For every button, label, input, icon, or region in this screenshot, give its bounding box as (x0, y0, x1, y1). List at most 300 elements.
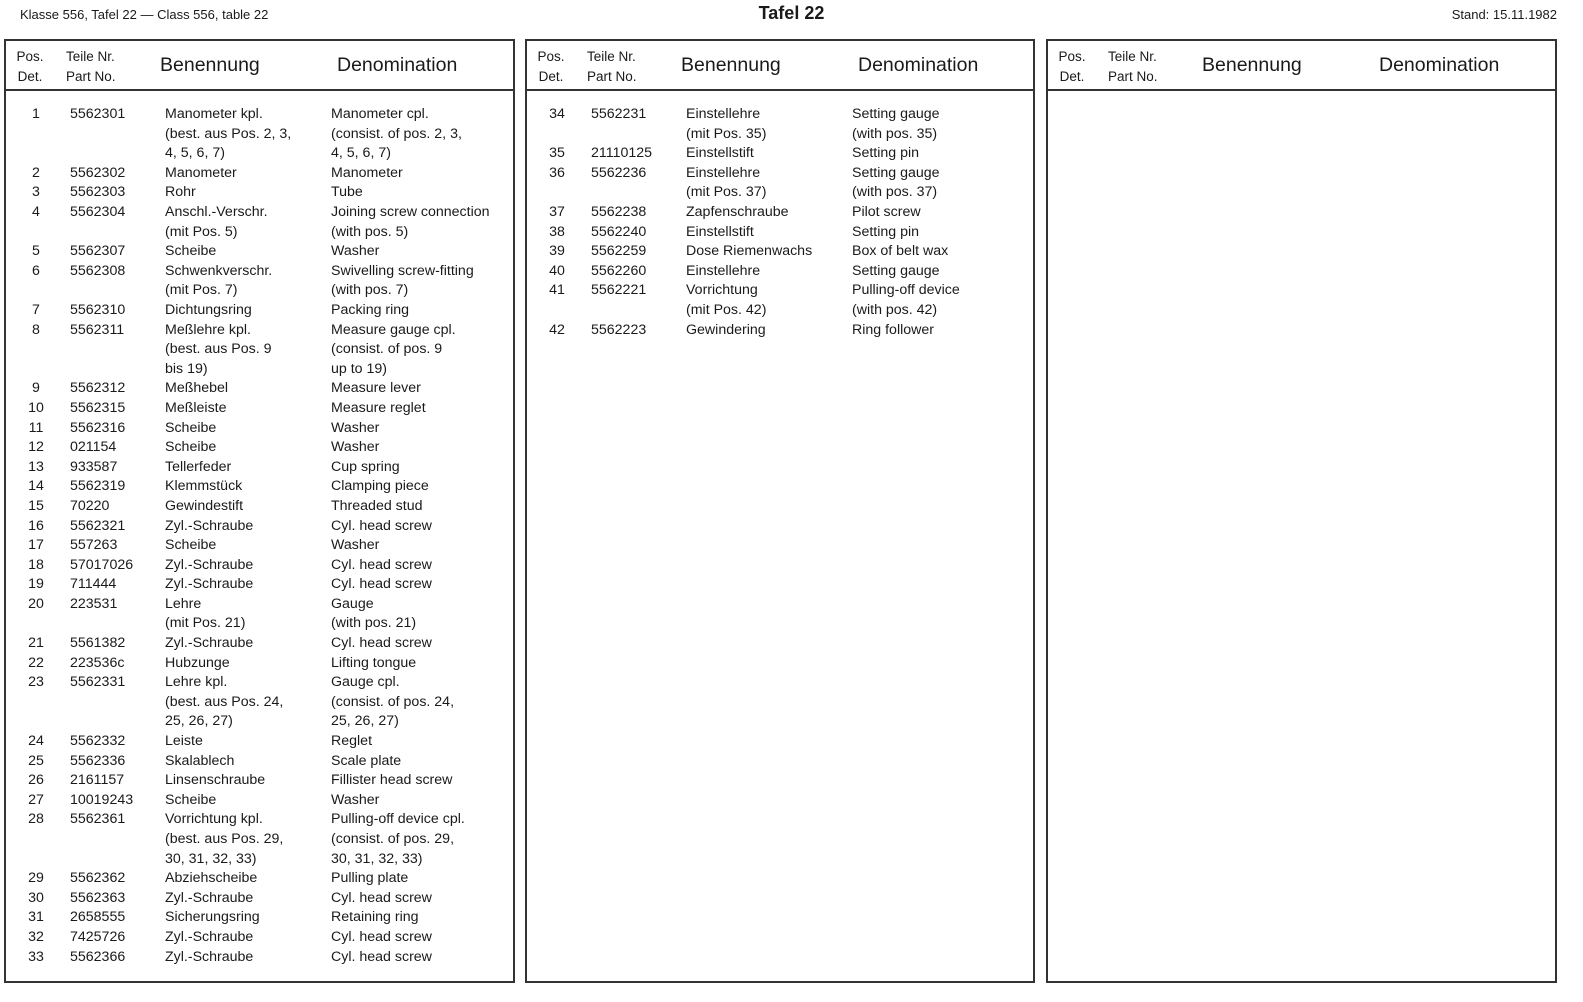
denomination-cell (331, 810, 465, 869)
column-header-pos: Pos. Det. (16, 49, 44, 84)
part-number-cell: 5562301 (70, 106, 126, 122)
table-row (6, 771, 513, 791)
table-header (6, 41, 513, 91)
table-row (6, 634, 513, 654)
table-row (6, 438, 513, 458)
benennung-line: Abziehscheibe (165, 870, 258, 887)
table-row (6, 575, 513, 595)
part-number-cell: 933587 (70, 458, 118, 475)
benennung-line: Meßhebel (165, 380, 229, 397)
denomination-line: Threaded stud (331, 497, 423, 514)
benennung-cell (165, 458, 231, 478)
denomination-cell (331, 497, 423, 517)
denomination-cell (331, 869, 408, 889)
benennung-cell (686, 321, 766, 341)
denomination-line: Box of belt wax (852, 243, 949, 260)
benennung-line: (mit Pos. 5) (165, 223, 238, 240)
benennung-line: Gewindering (686, 321, 766, 338)
denomination-line: Washer (331, 537, 380, 554)
denomination-cell (331, 164, 403, 184)
benennung-cell (165, 536, 216, 556)
table-row (527, 223, 1033, 243)
benennung-cell (165, 673, 283, 732)
denomination-cell (331, 477, 429, 497)
denomination-line: Packing ring (331, 301, 410, 318)
benennung-line: Einstellehre (686, 106, 761, 122)
benennung-line: Scheibe (165, 243, 217, 260)
table-row (6, 497, 513, 517)
part-number-cell: 5561382 (70, 635, 126, 652)
part-number-cell: 10019243 (70, 791, 134, 808)
part-number-cell: 7425726 (70, 929, 126, 945)
table-body (6, 105, 513, 967)
denomination-cell (331, 105, 462, 164)
benennung-cell (165, 321, 271, 380)
column-header-part-no: Teile Nr. Part No. (1108, 49, 1158, 84)
benennung-line: (best. aus Pos. 9 (165, 341, 272, 358)
benennung-cell (165, 477, 242, 497)
benennung-cell (165, 262, 272, 301)
document-header-left: Klasse 556, Tafel 22 — Class 556, table 22 (20, 7, 269, 22)
denomination-line: Setting gauge (852, 262, 940, 279)
benennung-line: Tellerfeder (165, 458, 232, 475)
pos-cell: 2 (32, 164, 40, 181)
table-row (6, 321, 513, 380)
part-number-cell: 5562259 (591, 243, 647, 260)
part-number-cell: 5562363 (70, 889, 126, 906)
benennung-cell (686, 223, 754, 243)
table-row (6, 869, 513, 889)
table-header (527, 41, 1033, 91)
part-number-cell: 5562260 (591, 262, 647, 279)
denomination-cell (331, 889, 432, 909)
denomination-cell (331, 673, 454, 732)
part-number-cell: 2658555 (70, 909, 126, 926)
denomination-cell (331, 262, 474, 301)
benennung-line: Gewindestift (165, 497, 244, 514)
denomination-cell (852, 144, 919, 164)
benennung-line: Sicherungsring (165, 909, 260, 926)
denomination-cell (331, 399, 426, 419)
pos-cell: 10 (28, 399, 44, 416)
pos-cell: 26 (28, 772, 44, 789)
part-number-cell: 5562221 (591, 282, 647, 299)
pos-cell: 11 (28, 419, 44, 436)
denomination-line: 25, 26, 27) (331, 713, 399, 730)
benennung-line: Vorrichtung (686, 282, 758, 299)
denomination-line: Setting gauge (852, 106, 940, 122)
denomination-cell (852, 281, 960, 320)
denomination-line: Measure gauge cpl. (331, 321, 456, 338)
denomination-cell (331, 203, 490, 242)
benennung-cell (165, 419, 216, 439)
benennung-cell (165, 164, 237, 184)
pos-cell: 13 (28, 458, 44, 475)
part-number-cell: 5562311 (70, 321, 125, 338)
denomination-cell (331, 301, 409, 321)
pos-cell: 38 (549, 223, 565, 240)
pos-cell: 27 (28, 791, 44, 808)
denomination-cell (331, 458, 400, 478)
denomination-cell (852, 105, 940, 144)
table-row (6, 928, 513, 948)
benennung-cell (165, 928, 253, 948)
part-number-cell: 2161157 (70, 772, 125, 789)
pos-cell: 4 (32, 203, 40, 220)
table-row (6, 379, 513, 399)
benennung-cell (165, 105, 291, 164)
part-number-cell: 5562238 (591, 203, 647, 220)
denomination-cell (331, 595, 416, 634)
pos-cell: 37 (549, 203, 565, 220)
denomination-line: Cup spring (331, 458, 400, 475)
table-row (6, 183, 513, 203)
table-row (6, 536, 513, 556)
benennung-line: Rohr (165, 184, 196, 201)
table-row (6, 105, 513, 164)
benennung-line: Scheibe (165, 419, 217, 436)
table-row (527, 242, 1033, 262)
denomination-line: up to 19) (331, 360, 388, 377)
benennung-cell (165, 948, 253, 968)
denomination-cell (852, 223, 919, 243)
column-header-denomination: Denomination (1379, 54, 1500, 76)
column-header-pos: Pos. Det. (1058, 49, 1086, 84)
denomination-line: Ring follower (852, 321, 935, 338)
benennung-line: Manometer (165, 164, 237, 181)
pos-cell: 18 (28, 556, 44, 573)
denomination-cell (331, 379, 421, 399)
denomination-cell (331, 438, 379, 458)
denomination-cell (331, 948, 432, 968)
pos-cell: 39 (549, 243, 565, 260)
benennung-cell (165, 242, 216, 262)
part-number-cell: 5562240 (591, 223, 647, 240)
denomination-line: Setting pin (852, 145, 920, 162)
part-number-cell: 5562321 (70, 517, 126, 534)
benennung-line: Leiste (165, 733, 203, 750)
benennung-cell (165, 869, 257, 889)
parts-table-panel-2 (525, 39, 1035, 983)
denomination-line: (with pos. 42) (852, 301, 938, 318)
benennung-cell (165, 771, 265, 791)
part-number-cell: 5562303 (70, 184, 126, 201)
part-number-cell: 223531 (70, 595, 118, 612)
pos-cell: 1 (32, 106, 40, 122)
benennung-cell (165, 203, 268, 242)
benennung-cell (165, 908, 260, 928)
benennung-line: Einstellstift (686, 145, 754, 162)
column-header-part-no: Teile Nr. Part No. (587, 49, 637, 84)
denomination-line: Cyl. head screw (331, 948, 432, 965)
denomination-line: Pulling-off device cpl. (331, 811, 465, 828)
benennung-line: Zyl.-Schraube (165, 517, 254, 534)
table-row (6, 889, 513, 909)
pos-cell: 9 (32, 380, 40, 397)
table-row (6, 517, 513, 537)
pos-cell: 12 (28, 439, 44, 456)
table-row (6, 654, 513, 674)
denomination-cell (852, 321, 934, 341)
benennung-line: Zyl.-Schraube (165, 576, 254, 593)
denomination-cell (331, 791, 379, 811)
part-number-cell: 5562236 (591, 164, 647, 181)
table-row (6, 595, 513, 634)
pos-cell: 21 (28, 635, 44, 652)
part-number-cell: 70220 (70, 497, 110, 514)
denomination-line: (consist. of pos. 2, 3, (331, 125, 462, 142)
pos-cell: 34 (549, 106, 565, 122)
benennung-line: Lehre kpl. (165, 674, 228, 691)
part-number-cell: 5562307 (70, 243, 126, 260)
benennung-cell (165, 752, 234, 772)
table-row (527, 203, 1033, 223)
column-header-denomination: Denomination (858, 54, 979, 76)
denomination-cell (331, 242, 379, 262)
benennung-line: Hubzunge (165, 654, 230, 671)
denomination-cell (331, 752, 401, 772)
table-row (6, 948, 513, 968)
page-title: Tafel 22 (758, 3, 825, 23)
table-row (6, 477, 513, 497)
denomination-cell (331, 928, 432, 948)
benennung-line: (mit Pos. 21) (165, 615, 246, 632)
benennung-line: Manometer kpl. (165, 106, 263, 122)
pos-cell: 25 (28, 752, 44, 769)
benennung-line: Schwenkverschr. (165, 262, 273, 279)
table-row (527, 321, 1033, 341)
pos-cell: 6 (32, 262, 40, 279)
pos-cell: 3 (32, 184, 40, 201)
benennung-line: Vorrichtung kpl. (165, 811, 263, 828)
denomination-line: Scale plate (331, 752, 402, 769)
table-row (527, 144, 1033, 164)
benennung-line: Zapfenschraube (686, 203, 789, 220)
denomination-line: Swivelling screw-fitting (331, 262, 474, 279)
benennung-line: (mit Pos. 35) (686, 125, 767, 142)
table-header (1048, 41, 1555, 91)
denomination-line: Washer (331, 791, 380, 808)
part-number-cell: 557263 (70, 537, 118, 554)
part-number-cell: 5562312 (70, 380, 126, 397)
part-number-cell: 5562308 (70, 262, 126, 279)
denomination-cell (331, 771, 452, 791)
denomination-line: Cyl. head screw (331, 635, 432, 652)
pos-cell: 30 (28, 889, 44, 906)
pos-cell: 28 (28, 811, 44, 828)
benennung-line: (best. aus Pos. 29, (165, 831, 284, 848)
part-number-cell: 223536c (70, 654, 125, 671)
benennung-line: Zyl.-Schraube (165, 948, 254, 965)
pos-cell: 5 (32, 243, 40, 260)
denomination-line: Washer (331, 419, 380, 436)
benennung-line: Zyl.-Schraube (165, 929, 254, 945)
pos-cell: 17 (28, 537, 44, 554)
column-header-benennung: Benennung (1202, 54, 1302, 76)
denomination-cell (331, 419, 379, 439)
benennung-line: Einstellstift (686, 223, 754, 240)
part-number-cell: 5562310 (70, 301, 126, 318)
denomination-cell (331, 517, 432, 537)
parts-table-panel-3 (1046, 39, 1557, 983)
benennung-line: (best. aus Pos. 24, (165, 693, 284, 710)
benennung-line: Scheibe (165, 537, 217, 554)
denomination-line: Cyl. head screw (331, 517, 432, 534)
denomination-cell (331, 634, 432, 654)
part-number-cell: 5562366 (70, 948, 126, 965)
denomination-line: Pulling-off device (852, 282, 960, 299)
denomination-line: Gauge (331, 595, 374, 612)
denomination-cell (852, 203, 921, 223)
denomination-line: Reglet (331, 733, 373, 750)
table-row (527, 105, 1033, 144)
denomination-line: (with pos. 5) (331, 223, 409, 240)
column-header-pos: Pos. Det. (537, 49, 565, 84)
benennung-line: Zyl.-Schraube (165, 635, 254, 652)
part-number-cell: 5562362 (70, 870, 126, 887)
denomination-line: Retaining ring (331, 909, 419, 926)
benennung-cell (165, 399, 227, 419)
denomination-line: 4, 5, 6, 7) (331, 145, 391, 162)
part-number-cell: 5562332 (70, 733, 126, 750)
benennung-line: Dose Riemenwachs (686, 243, 813, 260)
denomination-cell (331, 654, 416, 674)
denomination-line: Clamping piece (331, 478, 429, 495)
denomination-line: (with pos. 7) (331, 282, 409, 299)
benennung-line: Klemmstück (165, 478, 243, 495)
benennung-cell (165, 791, 216, 811)
benennung-cell (165, 810, 283, 869)
denomination-cell (331, 732, 372, 752)
pos-cell: 33 (28, 948, 44, 965)
table-row (6, 164, 513, 184)
part-number-cell: 021154 (70, 439, 117, 456)
pos-cell: 15 (28, 497, 44, 514)
part-number-cell: 5562331 (70, 674, 126, 691)
pos-cell: 20 (28, 595, 44, 612)
table-body (527, 105, 1033, 340)
benennung-line: bis 19) (165, 360, 208, 377)
benennung-cell (165, 595, 245, 634)
denomination-line: Cyl. head screw (331, 889, 432, 906)
part-number-cell: 5562336 (70, 752, 126, 769)
part-number-cell: 711444 (70, 576, 117, 593)
pos-cell: 40 (549, 262, 565, 279)
denomination-cell (331, 575, 432, 595)
part-number-cell: 5562319 (70, 478, 126, 495)
document-date: Stand: 15.11.1982 (1451, 7, 1557, 22)
denomination-line: Tube (331, 184, 363, 201)
benennung-cell (165, 379, 228, 399)
table-row (6, 908, 513, 928)
part-number-cell: 5562223 (591, 321, 647, 338)
benennung-cell (165, 732, 203, 752)
denomination-cell (331, 183, 363, 203)
benennung-line: Einstellehre (686, 262, 761, 279)
pos-cell: 23 (28, 674, 44, 691)
table-row (6, 732, 513, 752)
pos-cell: 7 (32, 301, 40, 318)
part-number-cell: 5562361 (70, 811, 126, 828)
denomination-line: (consist. of pos. 9 (331, 341, 443, 358)
denomination-line: (consist. of pos. 29, (331, 831, 455, 848)
benennung-cell (165, 634, 253, 654)
benennung-line: Meßlehre kpl. (165, 321, 251, 338)
denomination-line: Measure lever (331, 380, 421, 397)
benennung-line: Scheibe (165, 439, 217, 456)
denomination-cell (331, 321, 456, 380)
denomination-line: Measure reglet (331, 399, 426, 416)
table-row (6, 203, 513, 242)
pos-cell: 32 (28, 929, 44, 945)
denomination-cell (852, 242, 948, 262)
part-number-cell: 5562304 (70, 203, 126, 220)
benennung-cell (686, 203, 789, 223)
benennung-cell (165, 183, 196, 203)
benennung-cell (686, 164, 766, 203)
benennung-line: Scheibe (165, 791, 217, 808)
benennung-cell (165, 556, 253, 576)
table-row (6, 458, 513, 478)
pos-cell: 14 (28, 478, 44, 495)
benennung-cell (165, 575, 253, 595)
denomination-line: (consist. of pos. 24, (331, 693, 455, 710)
column-header-benennung: Benennung (681, 54, 781, 76)
benennung-cell (686, 281, 766, 320)
table-row (6, 301, 513, 321)
table-row (6, 810, 513, 869)
denomination-line: Cyl. head screw (331, 556, 432, 573)
part-number-cell: 5562231 (591, 106, 647, 122)
parts-table-panel-1 (4, 39, 515, 983)
denomination-line: Lifting tongue (331, 654, 417, 671)
table-row (6, 262, 513, 301)
benennung-cell (165, 301, 252, 321)
table-row (6, 752, 513, 772)
denomination-line: Washer (331, 439, 380, 456)
benennung-line: Anschl.-Verschr. (165, 203, 268, 220)
table-row (6, 673, 513, 732)
benennung-line: Einstellehre (686, 164, 761, 181)
benennung-line: 4, 5, 6, 7) (165, 145, 225, 162)
denomination-line: (with pos. 35) (852, 125, 938, 142)
benennung-line: Linsenschraube (165, 772, 266, 789)
pos-cell: 24 (28, 733, 44, 750)
benennung-cell (165, 438, 216, 458)
pos-cell: 8 (32, 321, 40, 338)
table-row (6, 242, 513, 262)
denomination-line: Washer (331, 243, 380, 260)
denomination-cell (331, 536, 379, 556)
benennung-line: Meßleiste (165, 399, 227, 416)
benennung-cell (165, 497, 243, 517)
benennung-line: Skalablech (165, 752, 235, 769)
denomination-line: Pilot screw (852, 203, 921, 220)
table-row (6, 399, 513, 419)
benennung-line: Zyl.-Schraube (165, 889, 254, 906)
pos-cell: 22 (28, 654, 44, 671)
pos-cell: 19 (28, 576, 44, 593)
denomination-line: Manometer cpl. (331, 106, 429, 122)
benennung-cell (686, 144, 754, 164)
table-row (6, 419, 513, 439)
benennung-line: Lehre (165, 595, 202, 612)
denomination-line: Cyl. head screw (331, 929, 432, 945)
denomination-line: (with pos. 37) (852, 184, 938, 201)
column-header-part-no: Teile Nr. Part No. (66, 49, 116, 84)
benennung-cell (165, 889, 253, 909)
pos-cell: 31 (28, 909, 44, 926)
